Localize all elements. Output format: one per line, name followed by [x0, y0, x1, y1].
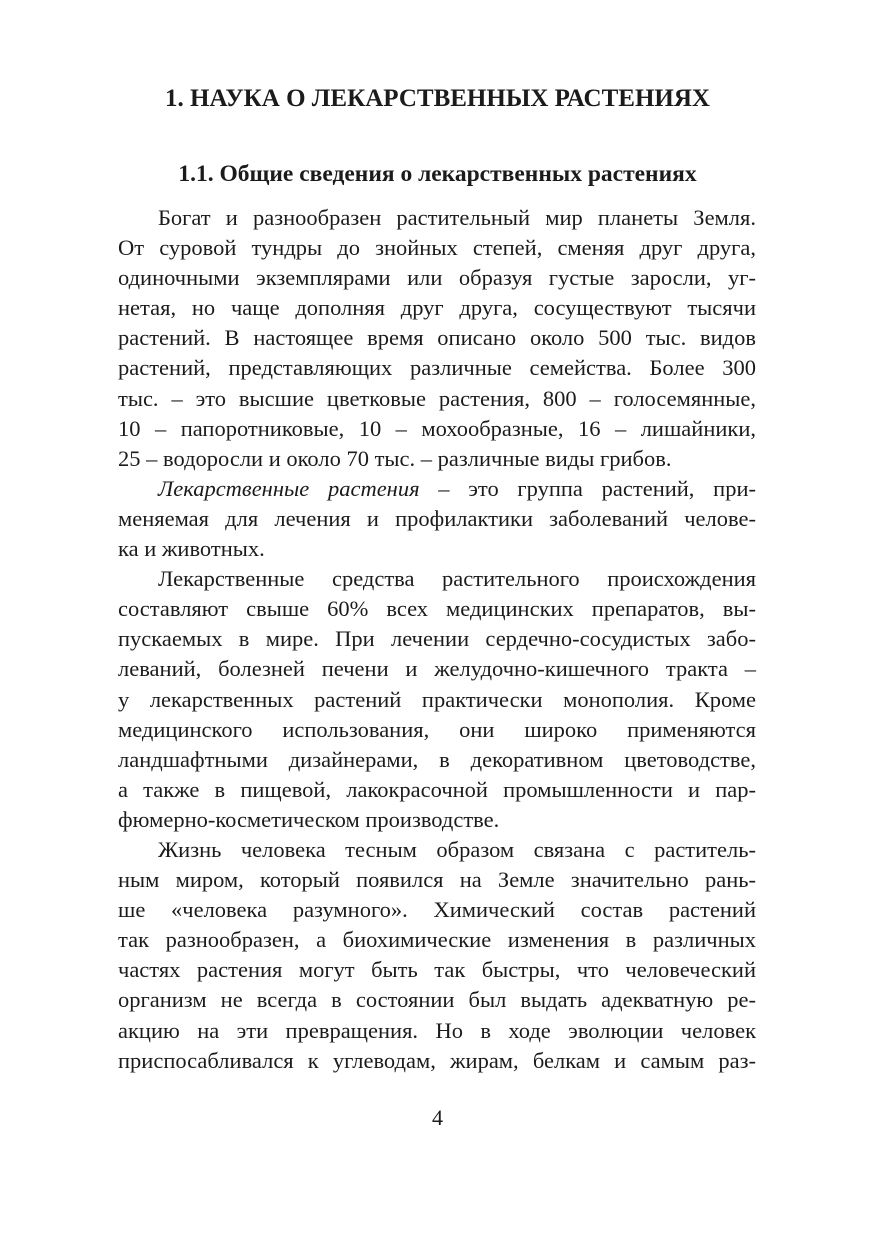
text-line — [118, 474, 756, 504]
text-line: меняемая для лечения и профилактики заболеваний челове- — [118, 505, 756, 531]
text-line: нетая, но чаще дополняя друг друга, сосуществуют тысячи — [118, 295, 756, 321]
page-number: 4 — [432, 1105, 443, 1130]
body-text — [118, 203, 756, 1076]
text-line: ным миром, который появился на Земле значительно рань- — [118, 867, 756, 893]
text-line: медицинского использования, они широко применяются — [118, 716, 756, 742]
text-line: ландшафтными дизайнерами, в декоративном цветоводстве, — [118, 746, 756, 772]
text-line: растений. В настоящее время описано около 500 тыс. видов — [118, 325, 756, 351]
chapter-title: 1. НАУКА О ЛЕКАРСТВЕННЫХ РАСТЕНИЯХ — [165, 85, 710, 112]
text-line: растений, представляющих различные семейства. Более 300 — [118, 355, 756, 381]
text-line: фюмерно-косметическом производстве. — [118, 806, 500, 832]
text-line: ка и животных. — [118, 536, 265, 562]
text-line: Лекарственные средства растительного происхождения — [158, 566, 756, 592]
text-line: тыс. – это высшие цветковые растения, 800 – голосемянные, — [118, 385, 756, 411]
text-line: ше «человека разумного». Химический состав растений — [118, 897, 756, 923]
text-line: акцию на эти превращения. Но в ходе эволюции человек — [118, 1017, 756, 1043]
text-line: 25 – водоросли и около 70 тыс. – различные виды грибов. — [118, 445, 672, 471]
text-line: 10 – папоротниковые, 10 – мохообразные, 16 – лишайники, — [118, 415, 756, 441]
text-line: так разнообразен, а биохимические изменения в различных — [118, 927, 756, 953]
text-line: составляют свыше 60% всех медицинских препаратов, вы- — [118, 596, 756, 622]
text-line: частях растения могут быть так быстры, что человеческий — [118, 957, 756, 983]
text-line: организм не всегда в состоянии был выдать адекватную ре- — [118, 987, 756, 1013]
text-line: приспосабливался к углеводам, жирам, белкам и самым раз- — [118, 1047, 756, 1073]
text-segment: – это группа растений, при- — [419, 475, 756, 501]
text-line: пускаемых в мире. При лечении сердечно-сосудистых забо- — [118, 626, 756, 652]
text-line: одиночными экземплярами или образуя густые заросли, уг- — [118, 265, 756, 291]
text-line: а также в пищевой, лакокрасочной промышленности и пар- — [118, 776, 756, 802]
text-line: Богат и разнообразен растительный мир планеты Земля. — [158, 205, 756, 230]
text-line: Жизнь человека тесным образом связана с раститель- — [158, 836, 756, 862]
term-italic: Лекарственные растения — [158, 475, 420, 501]
text-line: леваний, болезней печени и желудочно-кишечного тракта – — [118, 656, 756, 682]
text-line: От суровой тундры до знойных степей, сменяя друг друга, — [118, 235, 756, 261]
section-title: 1.1. Общие сведения о лекарственных растениях — [178, 161, 697, 187]
text-line: у лекарственных растений практически монополия. Кроме — [118, 686, 756, 712]
